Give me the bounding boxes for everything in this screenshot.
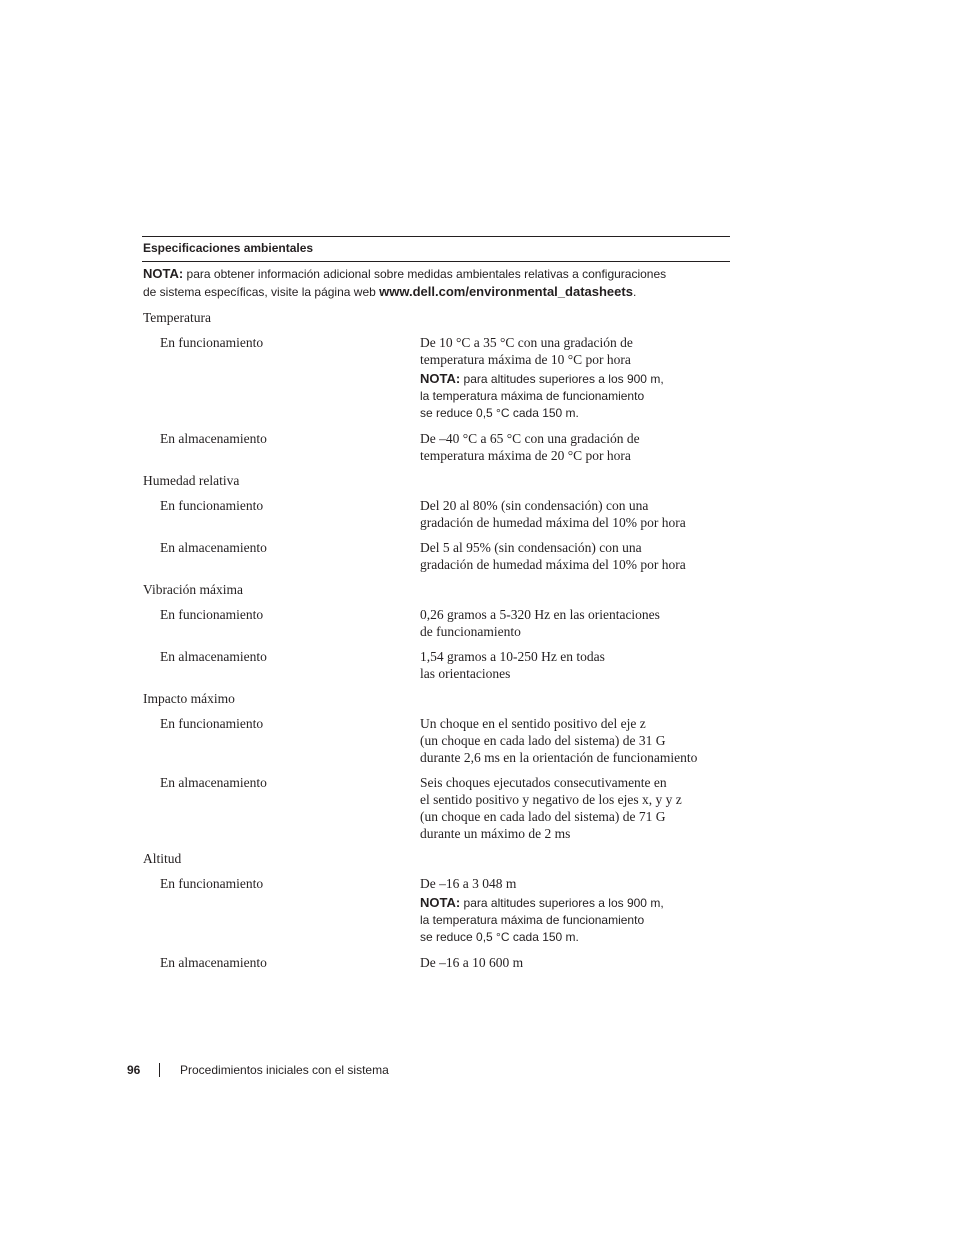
spec-row xyxy=(142,497,730,531)
table-header: Especificaciones ambientales xyxy=(142,236,730,262)
note-line-text: se reduce 0,5 °C cada 150 m. xyxy=(420,930,579,944)
note-line xyxy=(420,370,716,388)
section-title: Vibración máxima xyxy=(143,582,244,597)
spec-value-text xyxy=(420,715,716,766)
spec-sections xyxy=(142,309,730,971)
note-line-text: para altitudes superiores a los 900 m, xyxy=(460,896,664,910)
spec-value-line: el sentido positivo y negativo de los ejes x, y y z xyxy=(420,792,682,807)
note-line xyxy=(420,388,716,405)
spec-value-note xyxy=(420,370,716,422)
section-title: Humedad relativa xyxy=(143,473,240,488)
spec-row-label: En almacenamiento xyxy=(160,540,267,555)
spec-value-line: Seis choques ejecutados consecutivamente en xyxy=(420,775,667,790)
spec-section xyxy=(142,309,730,464)
note-text-3: . xyxy=(632,285,637,299)
note-line-text: la temperatura máxima de funcionamiento xyxy=(420,913,645,927)
spec-section xyxy=(142,472,730,573)
spec-value-text xyxy=(420,648,716,682)
spec-row-label: En almacenamiento xyxy=(160,649,267,664)
spec-value-line: Del 20 al 80% (sin condensación) con una xyxy=(420,498,649,513)
spec-row-label: En funcionamiento xyxy=(160,607,264,622)
spec-row-value xyxy=(420,539,716,573)
spec-row-label: En funcionamiento xyxy=(160,498,264,513)
spec-value-line: las orientaciones xyxy=(420,666,511,681)
note-label: NOTA: xyxy=(420,371,461,386)
spec-row-value xyxy=(420,954,716,971)
spec-row xyxy=(142,539,730,573)
spec-value-line: durante 2,6 ms en la orientación de funcionamiento xyxy=(420,750,698,765)
spec-value-line: (un choque en cada lado del sistema) de 31 G xyxy=(420,733,666,748)
spec-value-line: Del 5 al 95% (sin condensación) con una xyxy=(420,540,642,555)
spec-row-value xyxy=(420,606,716,640)
spec-value-line: gradación de humedad máxima del 10% por hora xyxy=(420,515,686,530)
footer-title: Procedimientos iniciales con el sistema xyxy=(180,1063,389,1077)
section-title: Temperatura xyxy=(143,310,212,325)
spec-value-line: De 10 °C a 35 °C con una gradación de xyxy=(420,335,633,350)
table-note-line-2 xyxy=(143,283,730,301)
spec-value-text xyxy=(420,497,716,531)
spec-value-line: De –40 °C a 65 °C con una gradación de xyxy=(420,431,640,446)
spec-value-line: De –16 a 10 600 m xyxy=(420,955,524,970)
page-footer xyxy=(127,1062,389,1078)
note-line-text: la temperatura máxima de funcionamiento xyxy=(420,389,645,403)
note-line xyxy=(420,929,716,946)
spec-row-label: En almacenamiento xyxy=(160,775,267,790)
section-title: Impacto máximo xyxy=(143,691,235,706)
spec-value-text xyxy=(420,774,716,842)
spec-value-text xyxy=(420,606,716,640)
spec-value-line: De –16 a 3 048 m xyxy=(420,876,517,891)
spec-row-label: En funcionamiento xyxy=(160,335,264,350)
note-line xyxy=(420,894,716,912)
spec-section xyxy=(142,850,730,971)
table-note xyxy=(143,265,730,301)
spec-row xyxy=(142,648,730,682)
spec-row xyxy=(142,875,730,946)
spec-row-label: En funcionamiento xyxy=(160,716,264,731)
environmental-spec-table xyxy=(142,236,730,971)
spec-value-line: durante un máximo de 2 ms xyxy=(420,826,571,841)
spec-value-text xyxy=(420,334,716,368)
spec-row-value xyxy=(420,497,716,531)
spec-value-line: 1,54 gramos a 10-250 Hz en todas xyxy=(420,649,605,664)
note-line-text: para altitudes superiores a los 900 m, xyxy=(460,372,664,386)
spec-value-line: gradación de humedad máxima del 10% por hora xyxy=(420,557,686,572)
spec-value-note xyxy=(420,894,716,946)
spec-value-text xyxy=(420,539,716,573)
spec-value-text xyxy=(420,875,716,892)
spec-row-value xyxy=(420,334,716,422)
spec-value-line: 0,26 gramos a 5-320 Hz en las orientaciones xyxy=(420,607,660,622)
spec-row-label: En almacenamiento xyxy=(160,431,267,446)
spec-value-line: temperatura máxima de 20 °C por hora xyxy=(420,448,631,463)
spec-row-value xyxy=(420,648,716,682)
spec-section xyxy=(142,581,730,682)
spec-row xyxy=(142,606,730,640)
note-label: NOTA: xyxy=(420,895,461,910)
spec-row-value xyxy=(420,430,716,464)
footer-separator xyxy=(159,1063,160,1077)
note-label: NOTA: xyxy=(143,266,184,281)
spec-value-line: (un choque en cada lado del sistema) de 71 G xyxy=(420,809,666,824)
spec-row xyxy=(142,774,730,842)
spec-value-text xyxy=(420,954,716,971)
spec-row xyxy=(142,334,730,422)
note-line xyxy=(420,912,716,929)
spec-row xyxy=(142,715,730,766)
spec-row-label: En almacenamiento xyxy=(160,955,267,970)
note-line xyxy=(420,405,716,422)
note-text-1: para obtener información adicional sobre medidas ambientales relativas a configuraciones xyxy=(183,267,667,281)
section-title: Altitud xyxy=(143,851,182,866)
note-line-text: se reduce 0,5 °C cada 150 m. xyxy=(420,406,579,420)
page-number: 96 xyxy=(127,1063,141,1077)
spec-row-value xyxy=(420,774,716,842)
table-note-line-1 xyxy=(143,265,730,283)
spec-row xyxy=(142,430,730,464)
spec-row-value xyxy=(420,875,716,946)
spec-row-value xyxy=(420,715,716,766)
environmental-datasheets-link[interactable]: www.dell.com/environmental_datasheets xyxy=(379,284,633,299)
spec-value-line: temperatura máxima de 10 °C por hora xyxy=(420,352,631,367)
spec-row xyxy=(142,954,730,971)
note-text-2: de sistema específicas, visite la página web xyxy=(143,285,380,299)
spec-value-text xyxy=(420,430,716,464)
spec-value-line: de funcionamiento xyxy=(420,624,521,639)
spec-section xyxy=(142,690,730,842)
spec-row-label: En funcionamiento xyxy=(160,876,264,891)
spec-value-line: Un choque en el sentido positivo del eje z xyxy=(420,716,646,731)
